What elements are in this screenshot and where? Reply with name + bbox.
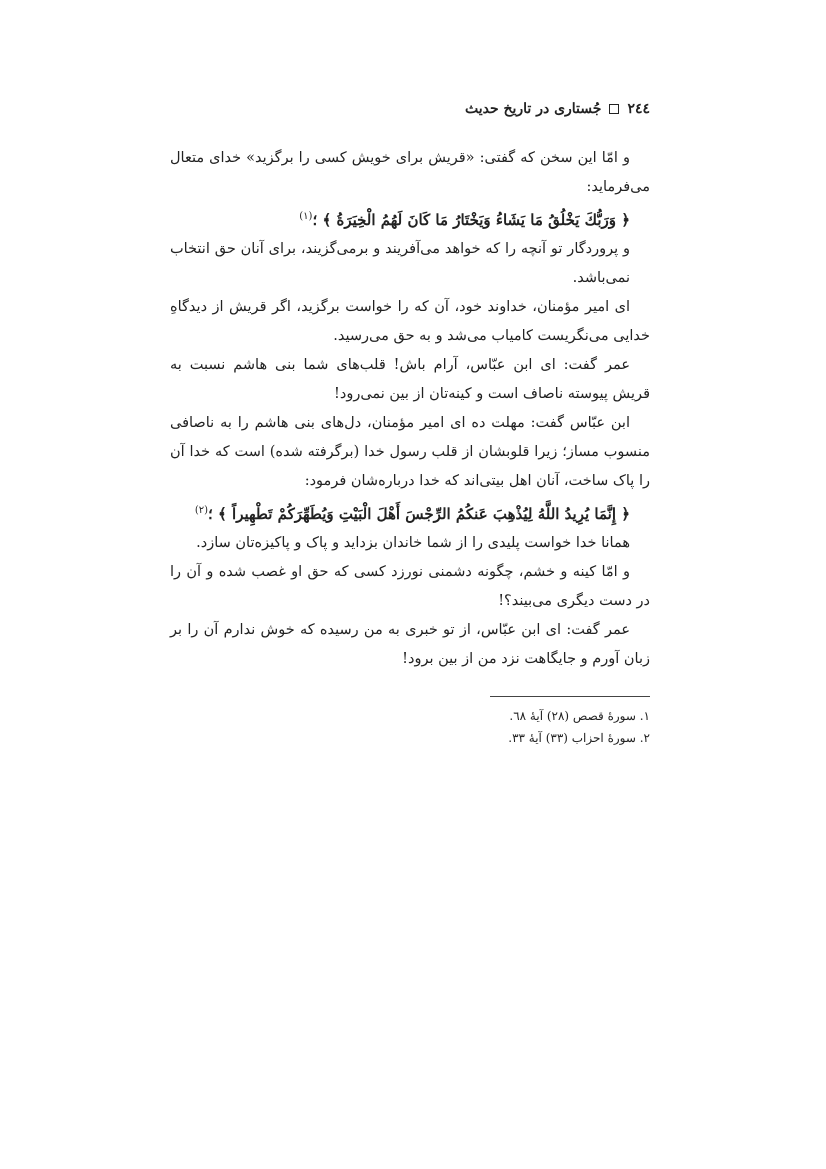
book-page xyxy=(170,96,650,749)
footnote-2: ٢. سورهٔ احزاب (٣٣) آیهٔ ٣٣. xyxy=(508,731,650,745)
footnote-divider xyxy=(490,696,650,697)
paragraph-4: ابن عبّاس گفت: مهلت ده ای امیر مؤمنان، دل‌های بنی هاشم را به ناصافی منسوب مساز؛ زیرا قلوبشان از قلب رسول خدا (برگرفته شده) است که خدا آن را پاک ساخت، آنان اهل بیتی‌اند که خدا درباره‌شان فرمود: xyxy=(170,415,650,489)
quran-verse-2 xyxy=(170,496,650,529)
quran-verse-1 xyxy=(170,202,650,235)
verse-text: ﴿ إِنَّمَا يُرِيدُ اللَّهُ لِيُذْهِبَ عَنكُمُ الرِّجْسَ أَهْلَ الْبَيْتِ وَيُطَهِّرَكُمْ تَطْهِيراً ﴾ ؛ xyxy=(208,505,630,523)
verse-text: ﴿ وَرَبُّكَ يَخْلُقُ مَا يَشَاءُ وَيَخْتَارُ مَا كَانَ لَهُمُ الْخِيَرَةُ ﴾ ؛ xyxy=(312,211,630,229)
paragraph-5: و امّا کینه و خشم، چگونه دشمنی نورزد کسی که حق او غصب شده و آن را در دست دیگری می‌بیند؟! xyxy=(170,564,650,609)
footnote-ref-2[interactable]: (٢) xyxy=(194,505,209,516)
square-bullet-icon xyxy=(609,104,619,114)
paragraph-3: عمر گفت: ای ابن عبّاس، آرام باش! قلب‌های شما بنی هاشم نسبت به قریش پیوسته ناصاف است و کینه‌تان از بین نمی‌رود! xyxy=(170,357,650,402)
page-number: ٢٤٤ xyxy=(627,101,650,117)
footnote-ref-1[interactable]: (١) xyxy=(299,211,313,222)
paragraph-2: ای امیر مؤمنان، خداوند خود، آن که را خواست برگزید، اگر قریش از دیدگاهِ خدایی می‌نگریست کامیاب می‌شد و به حق می‌رسید. xyxy=(170,299,650,344)
book-title: جُستاری در تاریخ حدیث xyxy=(464,101,602,117)
running-header xyxy=(170,96,650,122)
verse-translation-1: و پروردگار تو آنچه را که خواهد می‌آفریند و برمی‌گزیند، برای آنان حق انتخاب نمی‌باشد. xyxy=(170,241,630,286)
verse-translation-2: همانا خدا خواست پلیدی را از شما خاندان بزداید و پاک و پاکیزه‌تان سازد. xyxy=(196,535,630,551)
footnote-1: ١. سورهٔ قصص (٢٨) آیهٔ ٦٨. xyxy=(509,709,650,723)
paragraph-1: و امّا این سخن که گفتی: «قریش برای خویش کسی را برگزید» خدای متعال می‌فرماید: xyxy=(170,150,650,195)
paragraph-6: عمر گفت: ای ابن عبّاس، از تو خبری به من رسیده که خوش ندارم آن را بر زبان آورم و جایگاهت نزد من از بین برود! xyxy=(170,622,650,667)
